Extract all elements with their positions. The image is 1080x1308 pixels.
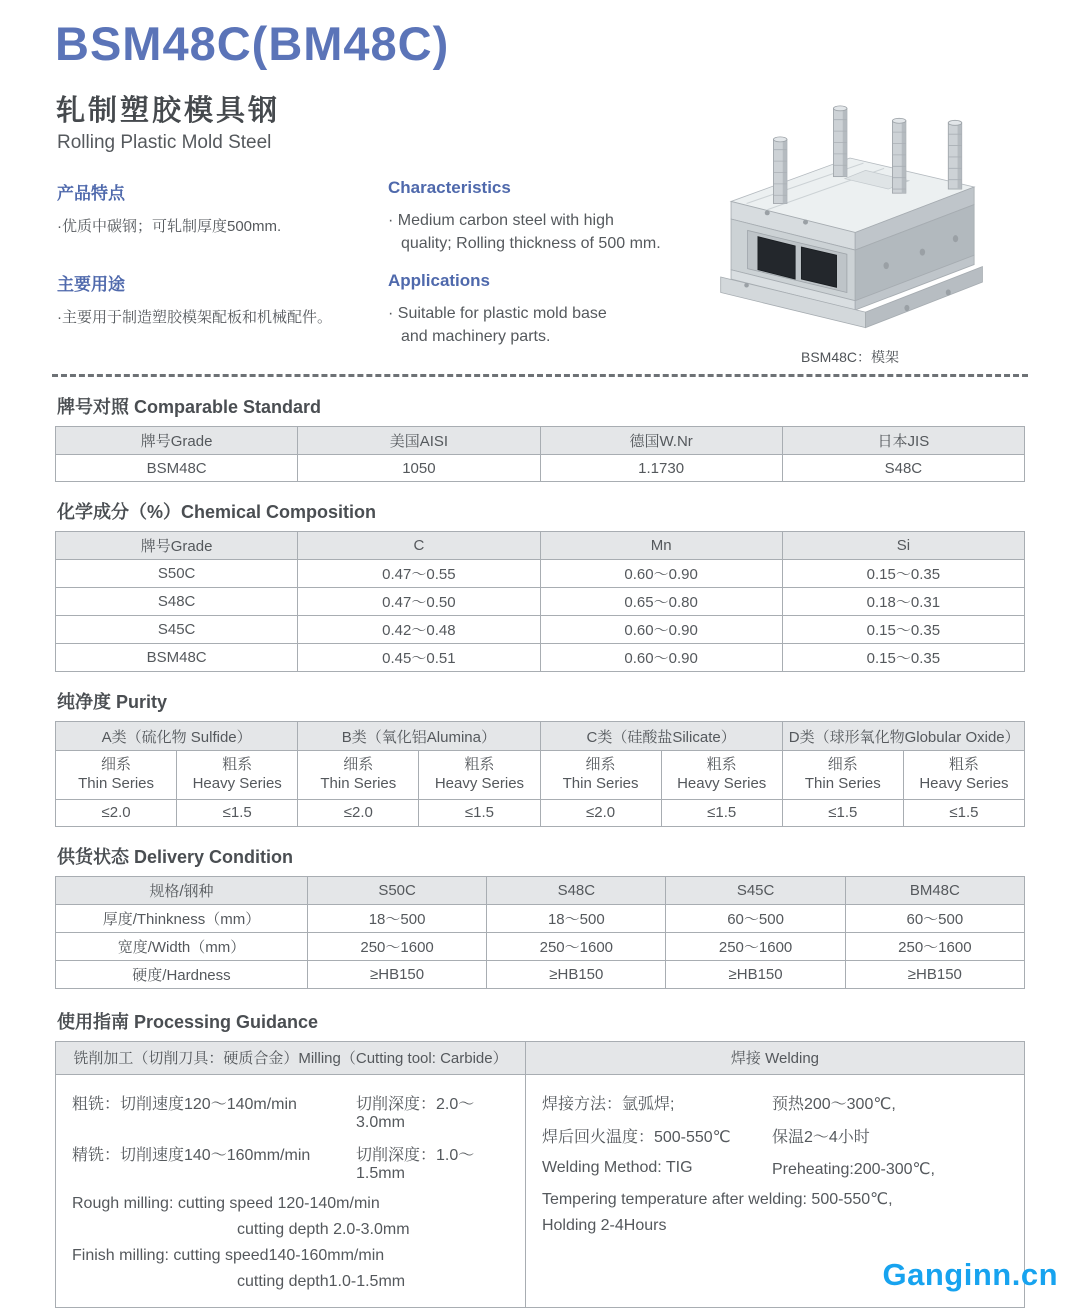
applications-heading: Applications — [388, 271, 491, 290]
welding-line-en: Holding 2-4Hours — [541, 1216, 667, 1234]
table-cell: 规格/钢种 — [56, 876, 308, 904]
purity-group: B类（氧化铝Alumina） — [298, 722, 540, 751]
table-row — [56, 588, 1025, 616]
purity-value: ≤1.5 — [661, 799, 782, 826]
processing-guidance-title: 使用指南 Processing Guidance — [57, 1011, 319, 1032]
applications-line: · Suitable for plastic mold base — [388, 305, 607, 322]
product-photo-block — [710, 98, 990, 367]
table-cell: 厚度/Thinkness（mm） — [56, 904, 308, 932]
welding-line: 焊后回火温度：500-550℃ 保温2～4小时 — [541, 1128, 870, 1146]
purity-table — [55, 721, 1025, 827]
subtitle-chinese: 轧制塑胶模具钢 — [56, 95, 281, 127]
mold-base-image — [710, 98, 990, 338]
footer — [883, 1257, 1059, 1293]
ganginn-logo: Ganginn.cn — [882, 1257, 1058, 1292]
purity-group-row — [56, 722, 1025, 751]
table-cell: 18～500 — [307, 904, 486, 932]
table-cell: 0.42～0.48 — [298, 616, 540, 644]
table-row — [56, 904, 1025, 932]
table-cell: ≥HB150 — [845, 960, 1024, 988]
table-cell: 德国W.Nr — [540, 427, 782, 455]
milling-cell — [56, 1074, 526, 1307]
purity-subheader-row — [56, 751, 1025, 800]
table-cell: 宽度/Width（mm） — [56, 932, 308, 960]
table-cell: 250～1600 — [487, 932, 666, 960]
purity-group: C类（硅酸盐Silicate） — [540, 722, 782, 751]
purity-group: D类（球形氧化物Globular Oxide） — [782, 722, 1024, 751]
guidance-body-row — [56, 1074, 1025, 1307]
table-cell: 0.18～0.31 — [782, 588, 1024, 616]
table-cell: C — [298, 532, 540, 560]
purity-group: A类（硫化物 Sulfide） — [56, 722, 298, 751]
table-cell: S48C — [56, 588, 298, 616]
purity-subheader: 粗系 Heavy Series — [419, 751, 540, 800]
purity-values-row — [56, 799, 1025, 826]
milling-line: 粗铣：切削速度120～140m/min 切削深度：2.0～3.0mm — [72, 1095, 475, 1131]
purity-subheader: 细系 Thin Series — [298, 751, 419, 800]
table-cell: S48C — [487, 876, 666, 904]
spec-tables-section — [0, 393, 1080, 1308]
dashed-divider — [52, 374, 1028, 377]
table-cell: S48C — [782, 455, 1024, 482]
table-cell: 硬度/Hardness — [56, 960, 308, 988]
table-cell: 0.60～0.90 — [540, 644, 782, 672]
purity-value: ≤2.0 — [298, 799, 419, 826]
table-cell: BSM48C — [56, 644, 298, 672]
image-caption: BSM48C：模架 — [800, 349, 900, 365]
welding-line: 焊接方法：氩弧焊; 预热200～300℃, — [541, 1095, 896, 1113]
table-cell: 60～500 — [666, 904, 845, 932]
main-uses-heading: 主要用途 — [57, 275, 125, 294]
comparable-standard-title: 牌号对照 Comparable Standard — [57, 397, 322, 417]
purity-title: 纯净度 Purity — [57, 692, 168, 712]
purity-value: ≤1.5 — [177, 799, 298, 826]
table-cell: 0.60～0.90 — [540, 616, 782, 644]
welding-header: 焊接 Welding — [525, 1041, 1024, 1074]
welding-line-en: Welding Method: TIG Preheating:200-300℃, — [541, 1158, 935, 1178]
table-cell: 牌号Grade — [56, 427, 298, 455]
purity-subheader: 粗系 Heavy Series — [661, 751, 782, 800]
table-cell: S50C — [56, 560, 298, 588]
table-cell: BM48C — [845, 876, 1024, 904]
table-cell: S50C — [307, 876, 486, 904]
table-cell: S45C — [666, 876, 845, 904]
purity-subheader: 细系 Thin Series — [56, 751, 177, 800]
features-column-english — [388, 178, 718, 348]
milling-line-en: Finish milling: cutting speed140-160mm/min — [72, 1246, 385, 1264]
processing-guidance-table — [55, 1041, 1025, 1308]
delivery-condition-table — [55, 876, 1025, 989]
table-cell: 0.15～0.35 — [782, 560, 1024, 588]
table-cell: ≥HB150 — [307, 960, 486, 988]
chemical-composition-title: 化学成分（%）Chemical Composition — [57, 502, 377, 522]
table-row — [56, 532, 1025, 560]
purity-subheader: 细系 Thin Series — [540, 751, 661, 800]
subtitle-english: Rolling Plastic Mold Steel — [57, 132, 272, 153]
table-cell: 1.1730 — [540, 455, 782, 482]
purity-value: ≤1.5 — [782, 799, 903, 826]
table-cell: 美国AISI — [298, 427, 540, 455]
table-row — [56, 932, 1025, 960]
table-cell: 0.47～0.50 — [298, 588, 540, 616]
characteristics-line: quality; Rolling thickness of 500 mm. — [401, 235, 661, 252]
chemical-composition-table — [55, 531, 1025, 672]
table-cell: 0.45～0.51 — [298, 644, 540, 672]
comparable-standard-table — [55, 426, 1025, 482]
table-cell: 0.60～0.90 — [540, 560, 782, 588]
table-row — [56, 455, 1025, 482]
table-cell: 250～1600 — [307, 932, 486, 960]
table-cell: 0.15～0.35 — [782, 616, 1024, 644]
purity-value: ≤2.0 — [56, 799, 177, 826]
table-cell: 日本JIS — [782, 427, 1024, 455]
table-cell: 0.47～0.55 — [298, 560, 540, 588]
main-uses-bullet: ·主要用于制造塑胶模架配板和机械配件。 — [57, 309, 332, 326]
table-row — [56, 427, 1025, 455]
features-column-chinese — [57, 179, 372, 327]
table-row — [56, 644, 1025, 672]
table-row — [56, 616, 1025, 644]
purity-subheader: 粗系 Heavy Series — [903, 751, 1024, 800]
welding-line-en: Tempering temperature after welding: 500-550℃, — [541, 1190, 893, 1208]
milling-line: 精铣：切削速度140～160mm/min 切削深度：1.0～1.5mm — [72, 1146, 475, 1182]
guidance-header-row — [56, 1041, 1025, 1074]
table-cell: 250～1600 — [666, 932, 845, 960]
table-cell: S45C — [56, 616, 298, 644]
purity-subheader: 细系 Thin Series — [782, 751, 903, 800]
table-cell: Si — [782, 532, 1024, 560]
table-cell: ≥HB150 — [487, 960, 666, 988]
purity-subheader: 粗系 Heavy Series — [177, 751, 298, 800]
header-section — [0, 0, 1080, 374]
milling-line-en: Rough milling: cutting speed 120-140m/min — [72, 1194, 380, 1212]
table-cell: 18～500 — [487, 904, 666, 932]
milling-header: 铣削加工（切削刀具：硬质合金）Milling（Cutting tool: Carbide） — [56, 1041, 526, 1074]
table-cell: 0.65～0.80 — [540, 588, 782, 616]
table-row — [56, 960, 1025, 988]
applications-line: and machinery parts. — [401, 328, 551, 345]
table-cell: ≥HB150 — [666, 960, 845, 988]
milling-line-en: cutting depth1.0-1.5mm — [237, 1272, 406, 1290]
purity-value: ≤2.0 — [540, 799, 661, 826]
table-cell: Mn — [540, 532, 782, 560]
product-features-bullet: ·优质中碳钢；可轧制厚度500mm. — [57, 218, 282, 235]
table-cell: 牌号Grade — [56, 532, 298, 560]
product-features-heading: 产品特点 — [57, 184, 125, 203]
table-row — [56, 876, 1025, 904]
delivery-condition-title: 供货状态 Delivery Condition — [57, 846, 294, 867]
milling-line-en: cutting depth 2.0-3.0mm — [237, 1220, 410, 1238]
purity-value: ≤1.5 — [419, 799, 540, 826]
table-cell: BSM48C — [56, 455, 298, 482]
page-title: BSM48C(BM48C) — [55, 17, 450, 70]
table-cell: 1050 — [298, 455, 540, 482]
purity-value: ≤1.5 — [903, 799, 1024, 826]
table-cell: 250～1600 — [845, 932, 1024, 960]
table-cell: 0.15～0.35 — [782, 644, 1024, 672]
table-cell: 60～500 — [845, 904, 1024, 932]
characteristics-line: · Medium carbon steel with high — [388, 212, 614, 229]
characteristics-heading: Characteristics — [388, 178, 511, 197]
table-row — [56, 560, 1025, 588]
